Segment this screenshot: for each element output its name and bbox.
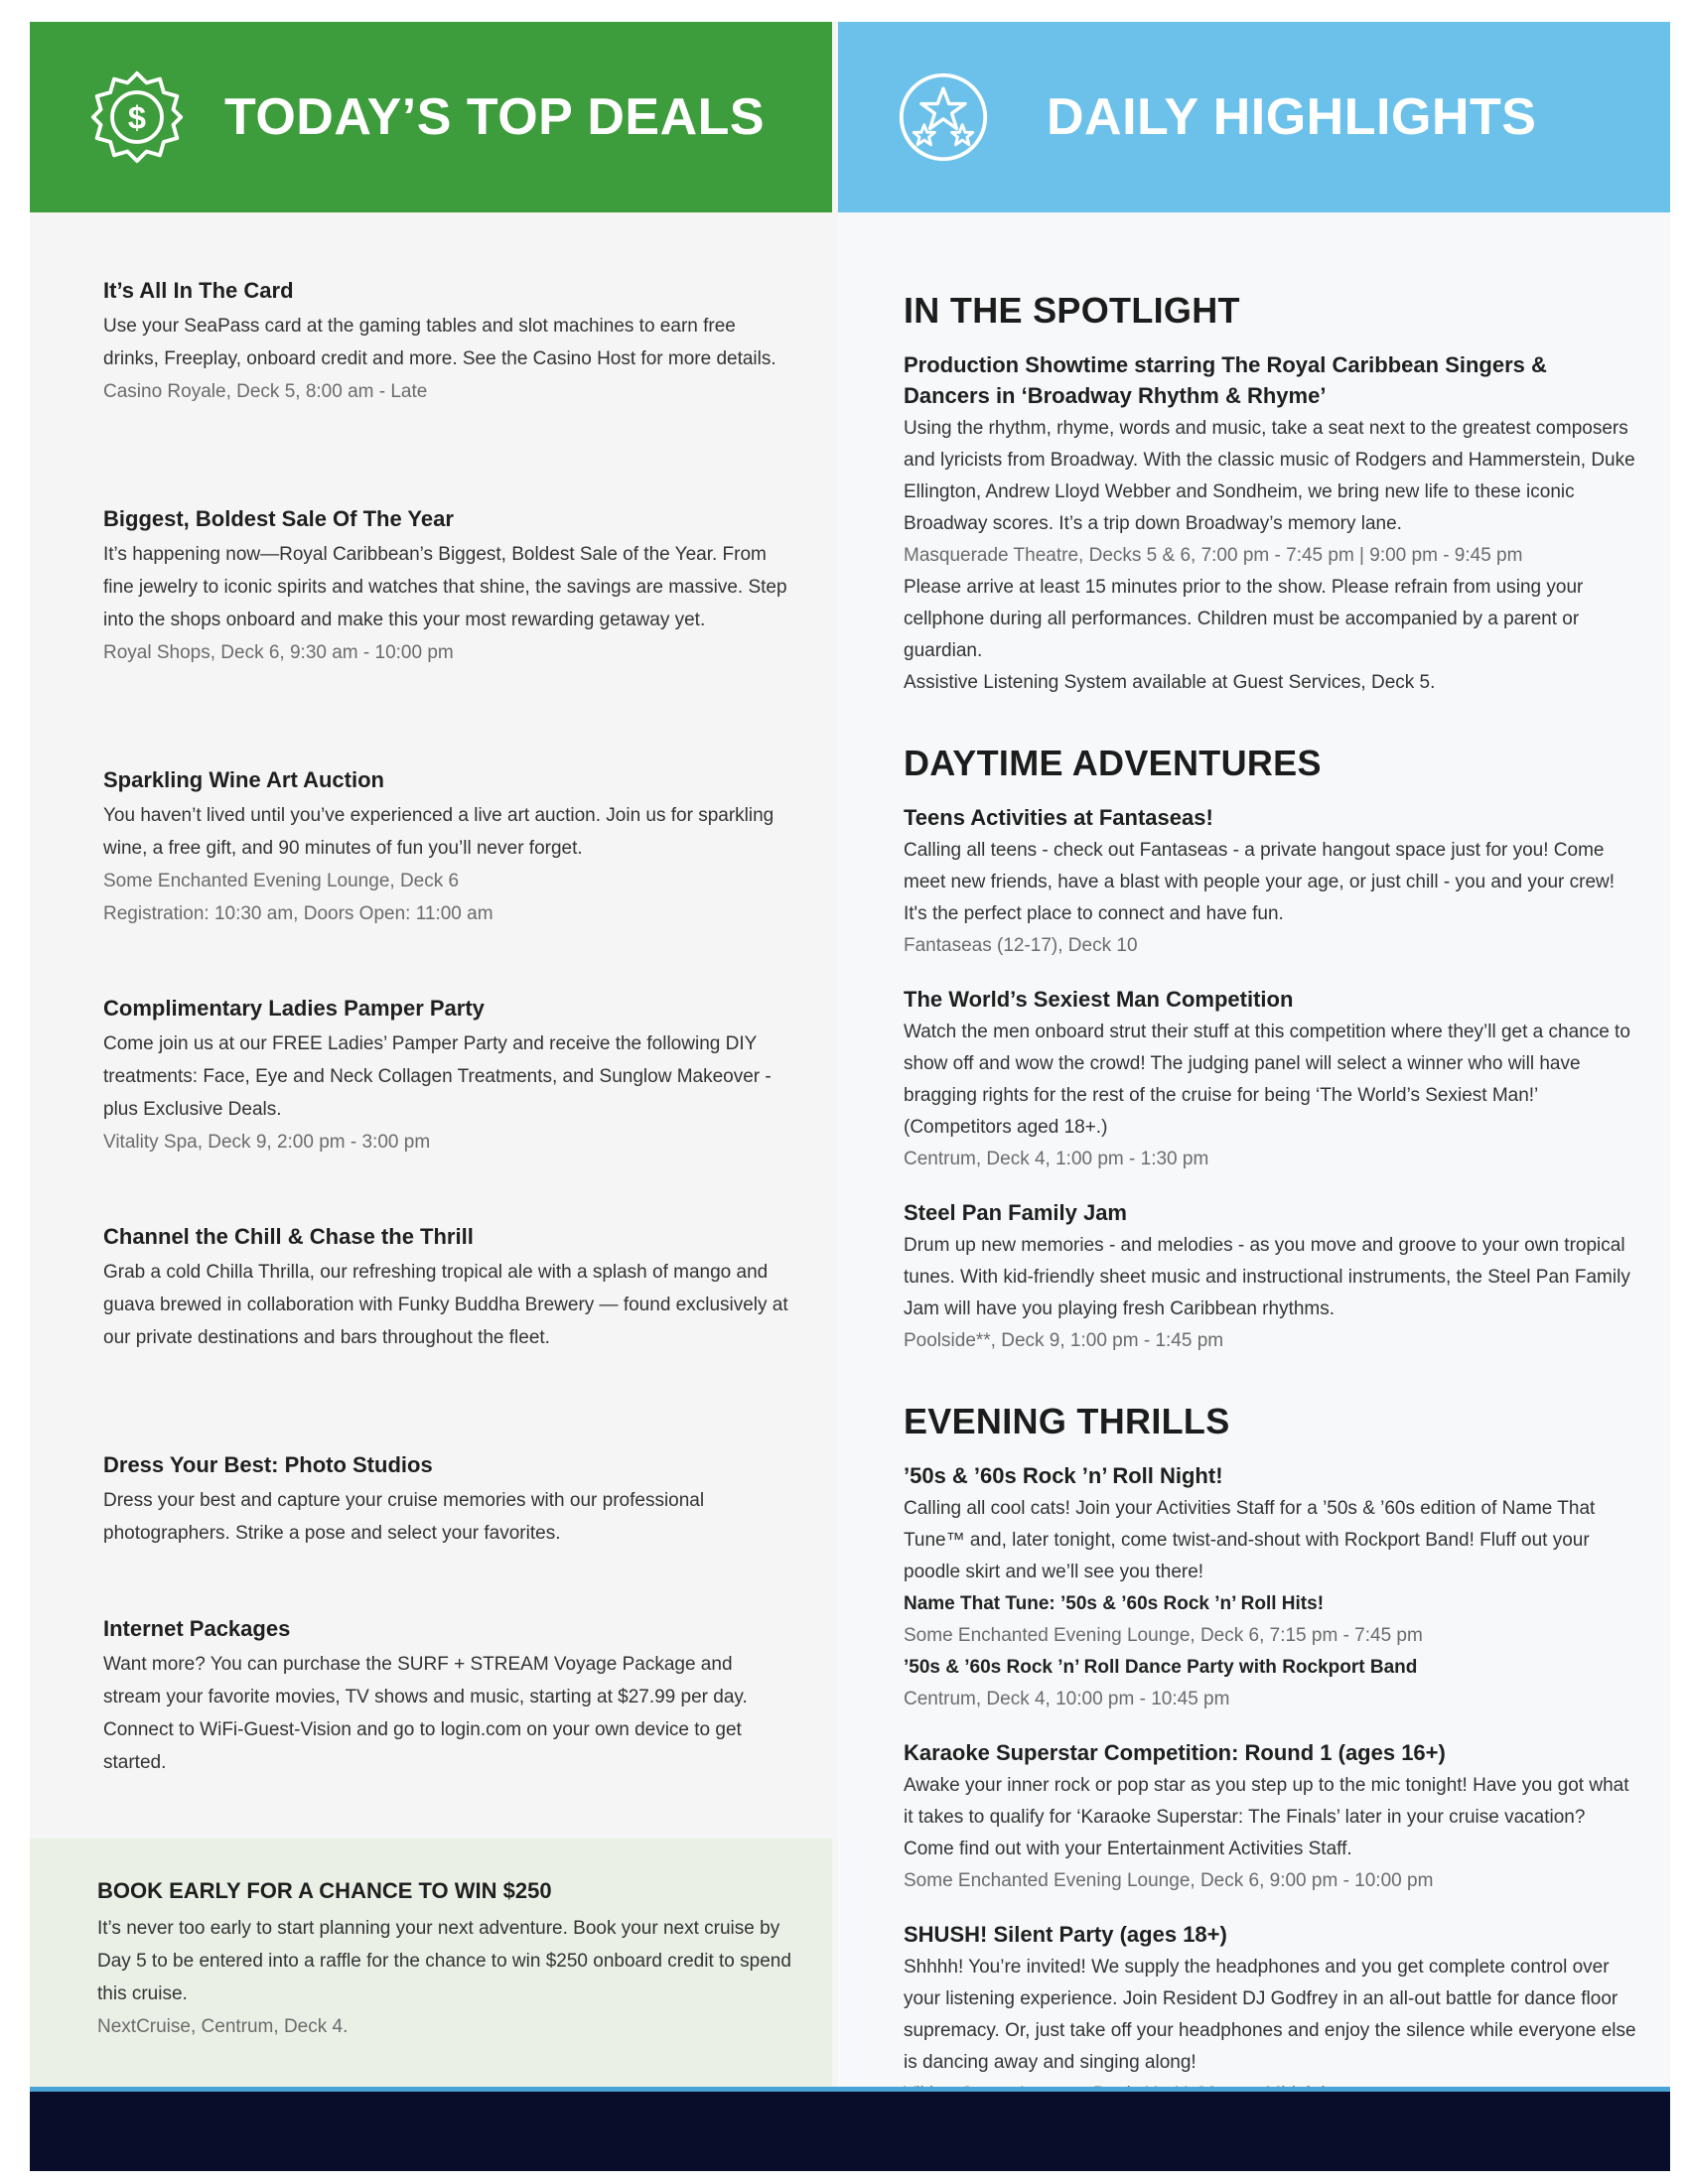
event-body: Watch the men onboard strut their stuff at this competition where they’ll get a chance to show off and wow the crowd! The judging panel will select a winner who will have bragging rights for the rest of the cruise for being ‘The World’s Sexiest Man!’ (Competitors aged 18+.) [904, 1022, 1630, 1138]
evening-heading: EVENING THRILLS [904, 1401, 1230, 1441]
event-location: Some Enchanted Evening Lounge, Deck 6, 9:00 pm - 10:00 pm [904, 1870, 1434, 1891]
top-deals-header [30, 22, 832, 212]
daily-highlights-title: DAILY HIGHLIGHTS [1047, 88, 1537, 146]
deal-registration: Registration: 10:30 am, Doors Open: 11:00 am [103, 903, 493, 924]
promo-location: NextCruise, Centrum, Deck 4. [97, 2016, 349, 2037]
top-deals-title: TODAY’S TOP DEALS [224, 88, 766, 146]
event-title: Karaoke Superstar Competition: Round 1 (ages 16+) [904, 1740, 1446, 1765]
event-title: Steel Pan Family Jam [904, 1200, 1127, 1225]
dollar-badge-icon [89, 69, 185, 165]
promo-title: BOOK EARLY FOR A CHANCE TO WIN $250 [97, 1878, 552, 1903]
event-body: Calling all teens - check out Fantaseas - a private hangout space just for you! Come meet new friends, have a blast with people your age, or just chill - you and your crew! It's the perfect place to connect and have fun. [904, 840, 1616, 924]
event-title: The World’s Sexiest Man Competition [904, 987, 1294, 1012]
deal-title: Channel the Chill & Chase the Thrill [103, 1224, 474, 1249]
deal-body: Grab a cold Chilla Thrilla, our refreshing tropical ale with a splash of mango and guava brewed in collaboration with Funky Buddha Brewery — found exclusively at our private destinations and bars throughout the fleet. [103, 1262, 788, 1348]
event-location: Poolside**, Deck 9, 1:00 pm - 1:45 pm [904, 1330, 1224, 1351]
event-title: SHUSH! Silent Party (ages 18+) [904, 1922, 1227, 1947]
deal-body: Come join us at our FREE Ladies’ Pamper Party and receive the following DIY treatments: Face, Eye and Neck Collagen Treatments, and Sunglow Makeover - plus Exclusive Deals. [103, 1033, 772, 1120]
event-location: Some Enchanted Evening Lounge, Deck 6, 7:15 pm - 7:45 pm [904, 1625, 1423, 1646]
event-location: Fantaseas (12-17), Deck 10 [904, 935, 1138, 956]
deal-item [103, 1452, 788, 1616]
event-title: Production Showtime starring The Royal Caribbean Singers & Dancers in ‘Broadway Rhythm & Rhyme’ [904, 352, 1547, 408]
footer-bar [30, 2087, 1670, 2171]
daytime-heading: DAYTIME ADVENTURES [904, 743, 1322, 783]
deal-body: It’s happening now—Royal Caribbean’s Biggest, Boldest Sale of the Year. From fine jewelry to iconic spirits and watches that shine, the savings are massive. Step into the shops onboard and make this your most rewarding getaway yet. [103, 544, 787, 630]
event-item [904, 1737, 1638, 1897]
daily-highlights-header [838, 22, 1670, 212]
event-item [904, 1919, 1638, 2111]
event-body: Shhhh! You’re invited! We supply the headphones and you get complete control over your listening experience. Join Resident DJ Godfrey in an all-out battle for dance floor supremacy. Or, just take off your headphones and enjoy the silence while everyone else is dancing away and singing along! [904, 1957, 1636, 2073]
page [30, 22, 1670, 2166]
deal-item [103, 1224, 788, 1452]
event-item [904, 984, 1638, 1175]
fine-print-assistive: Assistive Listening System available at Guest Services, Deck 5. [904, 672, 1436, 693]
event-item [904, 1197, 1638, 1357]
deal-location: Vitality Spa, Deck 9, 2:00 pm - 3:00 pm [103, 1132, 431, 1153]
promo-box [30, 1839, 832, 2087]
deal-title: Complimentary Ladies Pamper Party [103, 996, 485, 1021]
event-subtitle: ’50s & ’60s Rock ’n’ Roll Dance Party with Rockport Band [904, 1657, 1418, 1678]
deal-location: Casino Royale, Deck 5, 8:00 am - Late [103, 381, 428, 402]
deal-location: Some Enchanted Evening Lounge, Deck 6 [103, 871, 460, 891]
event-location: Centrum, Deck 4, 10:00 pm - 10:45 pm [904, 1689, 1230, 1709]
event-body: Using the rhythm, rhyme, words and music, take a seat next to the greatest composers and lyricists from Broadway. With the classic music of Rodgers and Hammerstein, Duke Ellington, Andrew Lloyd Webber and Sondheim, we bring new life to these iconic Broadway scores. It’s a trip down Broadway’s memory lane. [904, 418, 1635, 534]
deal-item [103, 1616, 788, 1779]
deal-title: Dress Your Best: Photo Studios [103, 1452, 433, 1477]
event-body: Calling all cool cats! Join your Activities Staff for a ’50s & ’60s edition of Name That Tune™ and, later tonight, come twist-and-shout with Rockport Band! Fluff out your poodle skirt and we’ll see you there! [904, 1498, 1596, 1582]
event-subtitle: Name That Tune: ’50s & ’60s Rock ’n’ Roll Hits! [904, 1593, 1325, 1614]
deal-title: It’s All In The Card [103, 278, 294, 303]
event-body: Awake your inner rock or pop star as you step up to the mic tonight! Have you got what it takes to qualify for ‘Karaoke Superstar: The Finals’ later in your cruise vacation? Come find out with your Entertainment Activities Staff. [904, 1775, 1629, 1859]
event-location: Centrum, Deck 4, 1:00 pm - 1:30 pm [904, 1149, 1209, 1169]
deal-item [103, 996, 788, 1224]
promo-body: It’s never too early to start planning your next adventure. Book your next cruise by Day 5 to be entered into a raffle for the chance to win $250 onboard credit to spend this cruise. [97, 1918, 791, 2004]
deal-title: Biggest, Boldest Sale Of The Year [103, 506, 454, 531]
event-item [904, 802, 1638, 962]
deal-item [103, 767, 788, 996]
deal-title: Sparkling Wine Art Auction [103, 767, 384, 792]
svg-text:$: $ [127, 98, 147, 136]
deal-title: Internet Packages [103, 1616, 291, 1641]
event-title: ’50s & ’60s Rock ’n’ Roll Night! [904, 1463, 1223, 1488]
fine-print: Please arrive at least 15 minutes prior to the show. Please refrain from using your cellphone during all performances. Children must be accompanied by a parent or guardian. [904, 577, 1584, 661]
deal-item [103, 506, 788, 767]
event-title: Teens Activities at Fantaseas! [904, 805, 1213, 830]
deal-body: Want more? You can purchase the SURF + STREAM Voyage Package and stream your favorite movies, TV shows and music, starting at $27.99 per day. Connect to WiFi-Guest-Vision and go to login.com on your own device to get started. [103, 1654, 748, 1773]
spotlight-heading: IN THE SPOTLIGHT [904, 290, 1240, 331]
deal-location: Royal Shops, Deck 6, 9:30 am - 10:00 pm [103, 642, 454, 663]
spotlight-event [904, 349, 1638, 699]
event-item [904, 1460, 1638, 1715]
stars-icon [896, 69, 991, 165]
event-location: Masquerade Theatre, Decks 5 & 6, 7:00 pm - 7:45 pm | 9:00 pm - 9:45 pm [904, 545, 1523, 566]
deal-body: Use your SeaPass card at the gaming tables and slot machines to earn free drinks, Freeplay, onboard credit and more. See the Casino Host for more details. [103, 316, 776, 369]
event-body: Drum up new memories - and melodies - as you move and groove to your own tropical tunes. With kid-friendly sheet music and instructional instruments, the Steel Pan Family Jam will have you playing fresh Caribbean rhythms. [904, 1235, 1630, 1319]
deal-item [103, 278, 788, 506]
highlights-list [904, 290, 1638, 2132]
deal-body: You haven’t lived until you’ve experienced a live art auction. Join us for sparkling wine, a free gift, and 90 minutes of fun you’ll never forget. [103, 805, 774, 859]
deal-body: Dress your best and capture your cruise memories with our professional photographers. Strike a pose and select your favorites. [103, 1490, 705, 1544]
deals-list [103, 278, 788, 1779]
